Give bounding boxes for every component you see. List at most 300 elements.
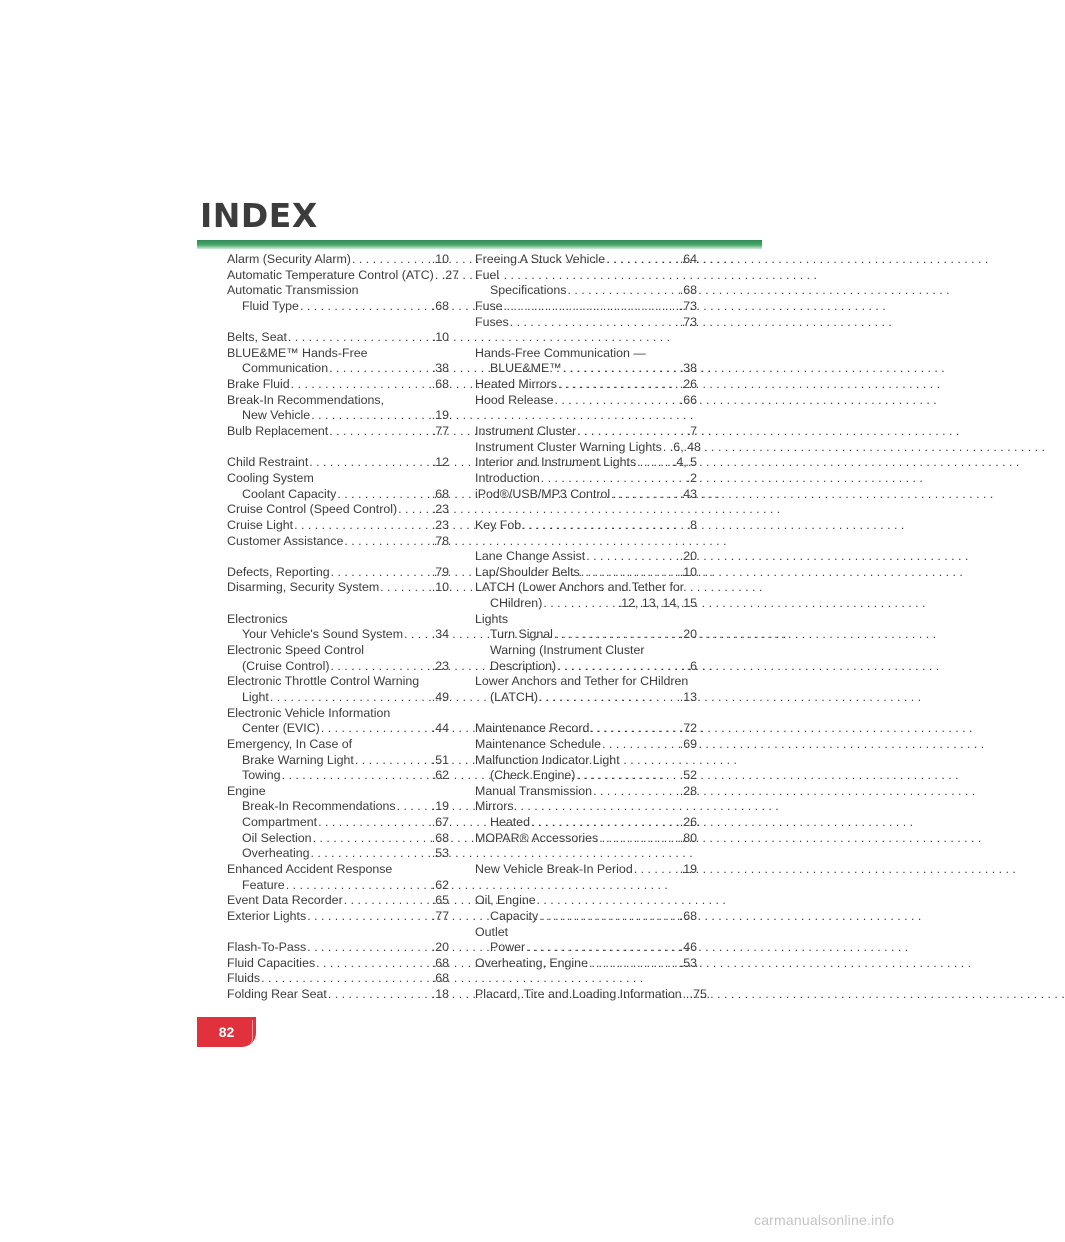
index-entry [227,283,449,299]
entry-term: Turn Signal [490,627,553,642]
dot-leader [311,846,431,860]
entry-term: Heated Mirrors [475,377,557,392]
index-subentry[interactable] [227,815,449,831]
index-entry[interactable] [227,893,449,909]
index-entry[interactable] [475,737,697,753]
index-entry[interactable] [475,956,697,972]
entry-page[interactable]: .19 [679,861,697,876]
entry-page[interactable]: .46 [679,940,697,955]
entry-page[interactable]: .34 [431,627,449,642]
index-entry [475,346,697,362]
entry-term: Flash-To-Pass [227,940,307,955]
entry-term: Electronics [227,611,288,626]
entry-term: LATCH (Lower Anchors and Tether for [475,580,684,595]
entry-page[interactable]: .6 [686,658,697,673]
entry-page[interactable]: .68 [431,955,449,970]
entry-term: Lights [475,611,509,626]
index-subentry[interactable] [227,753,449,769]
dot-leader [291,377,431,391]
index-subentry[interactable] [475,659,697,675]
dot-leader [316,956,431,970]
entry-term: Warning (Instrument Cluster [490,643,645,658]
entry-page[interactable]: .38 [431,361,449,376]
dot-leader [539,909,679,923]
index-entry[interactable] [227,580,449,596]
letter-group-gap [475,971,697,987]
index-entry[interactable] [475,549,697,565]
entry-term: Hands-Free Communication — [475,345,646,360]
entry-term: Your Vehicle's Sound System [242,627,404,642]
entry-page[interactable]: .10 [431,252,449,266]
index-entry[interactable] [227,987,449,1003]
entry-term: Customer Assistance [227,533,344,548]
entry-term: Exterior Lights [227,908,307,923]
index-subentry[interactable] [475,815,697,831]
index-subentry[interactable] [227,846,449,862]
entry-term: Towing [242,768,281,783]
index-subentry[interactable] [227,408,449,424]
entry-term: Electronic Speed Control [227,643,365,658]
entry-term: Interior and Instrument Lights [475,455,637,470]
watermark: carmanualsonline.info [754,1212,895,1228]
dot-leader [286,878,431,892]
entry-term: Freeing A Stuck Vehicle [475,252,606,266]
index-subentry[interactable] [227,768,449,784]
dot-leader [611,487,679,501]
entry-page[interactable]: .23 [431,502,449,517]
index-entry[interactable] [227,502,449,518]
index-column-right [475,252,707,1003]
entry-page[interactable]: .77 [431,908,449,923]
dot-leader [510,315,679,329]
letter-group-gap [475,502,697,518]
dot-leader [606,252,679,266]
entry-term: Electronic Throttle Control Warning [227,674,420,689]
letter-group-gap [475,706,697,722]
entry-term: Fluids [227,971,261,986]
entry-term: Specifications [490,283,567,298]
index-entry [475,268,697,284]
dot-leader [589,956,679,970]
entry-term: Cruise Control (Speed Control) [227,502,398,517]
index-entry [227,737,449,753]
entry-term: Alarm (Security Alarm) [227,252,351,266]
entry-page[interactable]: .26 [679,377,697,392]
entry-term: Coolant Capacity [242,486,337,501]
entry-term: Child Restraint [227,455,309,470]
entry-term: Enhanced Accident Response [227,861,393,876]
entry-page[interactable]: .10 [431,330,449,345]
dot-leader [352,252,431,266]
dot-leader [634,862,679,876]
dot-leader [522,518,686,532]
dot-leader [307,940,431,954]
index-entry[interactable] [475,987,707,1003]
index-entry[interactable] [475,424,697,440]
entry-term: Event Data Recorder [227,893,343,908]
entry-term: Automatic Transmission [227,283,359,298]
entry-term: Capacity [490,908,539,923]
dot-leader [380,580,431,594]
dot-leader [531,815,679,829]
entry-page[interactable]: .38 [679,361,697,376]
entry-term: Defects, Reporting [227,564,330,579]
dot-leader [261,971,431,985]
dot-leader [563,361,679,375]
entry-page[interactable]: .68 [679,908,697,923]
dot-leader [663,440,669,454]
dot-leader [328,987,431,1001]
dot-leader [557,659,686,673]
entry-page[interactable]: .78 [431,533,449,548]
entry-term: Light [242,689,269,704]
dot-leader [602,737,679,751]
entry-term: Description) [490,658,557,673]
entry-term: Folding Rear Seat [227,987,327,1002]
letter-group-gap [475,330,697,346]
entry-page[interactable]: .8 [686,517,697,532]
entry-term: Feature [242,877,285,892]
entry-page[interactable]: .68 [431,830,449,845]
entry-page[interactable]: .20 [679,549,697,564]
entry-term: Communication [242,361,329,376]
dot-leader [539,690,679,704]
entry-page[interactable]: .68 [679,283,697,298]
entry-term: Lap/Shoulder Belts [475,564,580,579]
dot-leader [313,831,431,845]
dot-leader [321,721,431,735]
dot-leader [398,502,431,516]
index-subentry[interactable] [475,690,697,706]
index-subentry[interactable] [227,831,449,847]
entry-term: Automatic Temperature Control (ATC) [227,267,434,282]
entry-term: Malfunction Indicator Light [475,752,620,767]
entry-page[interactable]: .2 [686,470,697,485]
entry-term: Belts, Seat [227,330,287,345]
index-subentry[interactable] [227,299,449,315]
entry-term: Engine [227,783,266,798]
entry-term: Fluid Type [242,298,299,313]
entry-term: Compartment [242,815,318,830]
entry-term: BLUE&ME™ Hands-Free [227,345,368,360]
entry-term: Brake Warning Light [242,752,354,767]
index-subentry[interactable] [227,799,449,815]
entry-page[interactable]: .62 [431,877,449,892]
index-entry [227,612,449,628]
entry-page[interactable]: .67 [431,815,449,830]
index-entry[interactable] [475,862,697,878]
index-entry[interactable] [475,252,697,268]
index-entry[interactable] [227,252,449,268]
dot-leader [558,377,679,391]
index-entry[interactable] [227,909,449,925]
index-column-left [227,252,460,1003]
index-entry[interactable] [227,534,449,550]
entry-page[interactable]: .13 [679,689,697,704]
entry-term: Oil Selection [242,830,312,845]
letter-group-gap [227,549,449,565]
index-subentry[interactable] [475,283,697,299]
entry-term: Lower Anchors and Tether for CHildren [475,674,689,689]
entry-term: Instrument Cluster Warning Lights [475,439,662,454]
dot-leader [504,299,679,313]
index-entry[interactable] [227,956,449,972]
entry-term: Cruise Light [227,517,294,532]
entry-term: Hood Release [475,392,554,407]
index-entry[interactable] [475,377,697,393]
entry-term: Bulb Replacement [227,424,329,439]
entry-term: (Cruise Control) [242,658,330,673]
entry-page[interactable]: .77 [431,424,449,439]
entry-page[interactable]: .72 [679,721,697,736]
entry-page[interactable]: .49 [431,689,449,704]
index-subentry[interactable] [227,487,449,503]
index-subentry[interactable] [475,361,697,377]
letter-group-gap [475,408,697,424]
index-entry[interactable] [227,565,449,581]
index-entry [227,674,449,690]
index-entry[interactable] [475,487,697,503]
entry-page[interactable]: .80 [679,830,697,845]
index-entry [475,674,697,690]
index-entry [475,893,697,909]
index-entry [227,471,449,487]
index-entry [475,580,697,596]
index-entry [227,643,449,659]
index-entry[interactable] [227,455,449,471]
entry-page[interactable]: .53 [679,955,697,970]
index-entry[interactable] [475,831,697,847]
entry-page[interactable]: .23 [431,517,449,532]
dot-leader [581,565,679,579]
index-subentry[interactable] [475,627,697,643]
entry-term: Center (EVIC) [242,721,320,736]
dot-leader [404,627,431,641]
index-subentry[interactable] [475,596,697,612]
entry-term: Placard, Tire and Loading Information [475,987,682,1002]
dot-leader [344,534,430,548]
entry-term: Key Fob [475,517,522,532]
entry-page[interactable]: .6, 48 [669,439,701,454]
index-entry[interactable] [227,518,449,534]
dot-leader [555,393,679,407]
dot-leader [543,596,616,610]
dot-leader [282,768,431,782]
dot-leader [576,768,678,782]
entry-page[interactable]: .62 [431,768,449,783]
index-subentry[interactable] [475,768,697,784]
index-entry[interactable] [475,565,697,581]
entry-page[interactable]: .68 [431,971,449,986]
dot-leader [586,549,679,563]
index-entry[interactable] [227,940,449,956]
index-entry[interactable] [227,330,449,346]
entry-page[interactable]: .53 [431,846,449,861]
index-entry[interactable] [475,299,697,315]
entry-term: Fuse [475,298,503,313]
entry-page[interactable]: .26 [679,815,697,830]
index-entry[interactable] [475,393,697,409]
entry-term: Electronic Vehicle Information [227,705,391,720]
dot-leader [590,721,678,735]
entry-page[interactable]: .66 [679,392,697,407]
entry-page[interactable]: .79 [431,564,449,579]
index-entry[interactable] [475,455,697,471]
dot-leader [309,455,431,469]
entry-term: Break-In Recommendations, [227,392,385,407]
entry-page[interactable]: .69 [679,736,697,751]
entry-term: New Vehicle Break-In Period [475,861,633,876]
index-subentry[interactable] [475,940,697,956]
entry-page[interactable]: .52 [679,768,697,783]
dot-leader [329,424,431,438]
dot-leader [541,471,686,485]
entry-page[interactable]: .75 [689,987,707,1002]
entry-term: Instrument Cluster [475,424,577,439]
dot-leader [637,455,672,469]
index-entry [475,612,697,628]
entry-page[interactable]: .27 [441,267,460,282]
entry-page[interactable]: .19 [431,408,449,423]
entry-term: Fluid Capacities [227,955,316,970]
index-subentry[interactable] [227,690,449,706]
entry-term: Lane Change Assist [475,549,586,564]
index-entry [227,706,449,722]
dot-leader [567,283,678,297]
entry-page[interactable]: .73 [679,314,697,329]
entry-page[interactable]: .4, 5 [672,455,697,470]
entry-term: Introduction [475,470,540,485]
dot-leader [300,299,431,313]
entry-term: Fuel [475,267,500,282]
entry-term: Brake Fluid [227,377,290,392]
page-number-tab [197,1017,256,1047]
index-entry [227,862,449,878]
dot-leader [577,424,685,438]
index-entry[interactable] [475,518,697,534]
entry-page[interactable]: .12 [431,455,449,470]
entry-page[interactable]: .10 [679,564,697,579]
entry-term: Outlet [475,924,509,939]
dot-leader [337,487,430,501]
index-entry [475,799,697,815]
entry-page[interactable]: .68 [431,377,449,392]
index-subentry[interactable] [227,721,449,737]
index-entry[interactable] [227,424,449,440]
dot-leader [288,330,431,344]
entry-term: Heated [490,815,530,830]
index-entry [475,753,697,769]
index-entry[interactable] [475,315,697,331]
dot-leader [593,784,679,798]
entry-term: MOPAR® Accessories [475,830,599,845]
entry-term: Maintenance Schedule [475,736,602,751]
page-number: 82 [218,1024,235,1040]
entry-term: Maintenance Record [475,721,590,736]
dot-leader [318,815,431,829]
entry-page[interactable]: .20 [679,627,697,642]
entry-term: Emergency, In Case of [227,736,353,751]
entry-page[interactable]: .51 [431,752,449,767]
dot-leader [599,831,679,845]
dot-leader [355,753,431,767]
index-entry [227,393,449,409]
dot-leader [397,799,431,813]
index-subentry[interactable] [475,909,697,925]
entry-page[interactable]: .7 [686,424,697,439]
index-entry[interactable] [475,784,697,800]
entry-page[interactable]: .18 [431,987,449,1002]
entry-term: (Check Engine) [490,768,576,783]
index-entry[interactable] [475,471,697,487]
index-subentry [475,643,697,659]
entry-term: Mirrors [475,799,514,814]
letter-group-gap [227,315,449,331]
page-title: INDEX [200,196,318,235]
index-subentry[interactable] [227,659,449,675]
entry-page[interactable]: .43 [679,486,697,501]
dot-leader [554,627,679,641]
entry-page[interactable]: .20 [431,940,449,955]
entry-page[interactable]: .65 [431,893,449,908]
letter-group-gap [227,440,449,456]
dot-leader [330,659,430,673]
index-subentry[interactable] [227,361,449,377]
index-entry [227,784,449,800]
entry-page[interactable]: .68 [431,298,449,313]
dot-leader [435,268,441,282]
entry-term: Oil, Engine [475,893,536,908]
entry-term: Fuses [475,314,509,329]
dot-leader [344,893,431,907]
entry-page[interactable]: .73 [679,298,697,313]
index-entry[interactable] [475,439,701,456]
entry-term: Cooling System [227,470,314,485]
entry-term: Disarming, Security System [227,580,380,595]
dot-leader [331,565,431,579]
entry-page[interactable]: .10 [431,580,449,595]
entry-term: New Vehicle [242,408,311,423]
index-entry[interactable] [227,377,449,393]
entry-page[interactable]: .28 [679,783,697,798]
index-subentry[interactable] [227,878,449,894]
entry-term: Overheating, Engine [475,955,588,970]
entry-term: Break-In Recommendations [242,799,396,814]
entry-page[interactable]: .68 [431,486,449,501]
entry-page[interactable]: .64 [679,252,697,266]
index-subentry[interactable] [227,627,449,643]
entry-term: iPod®/USB/MP3 Control [475,486,611,501]
entry-term: Manual Transmission [475,783,593,798]
entry-page[interactable]: .44 [431,721,449,736]
dot-leader [307,909,431,923]
dot-leader [683,987,689,1001]
entry-page[interactable]: .19 [431,799,449,814]
entry-page[interactable]: .12, 13, 14, 15 [617,596,697,611]
dot-leader [526,940,679,954]
entry-term: CHildren) [490,596,543,611]
entry-term: Overheating [242,846,310,861]
entry-term: (LATCH) [490,689,538,704]
dot-leader [329,361,431,375]
entry-term: BLUE&ME™ [490,361,562,376]
index-entry[interactable] [227,971,449,987]
index-entry[interactable] [475,721,697,737]
index-entry[interactable] [227,267,460,284]
dot-leader [311,408,431,422]
entry-page[interactable]: .23 [431,658,449,673]
entry-term: Power [490,940,526,955]
